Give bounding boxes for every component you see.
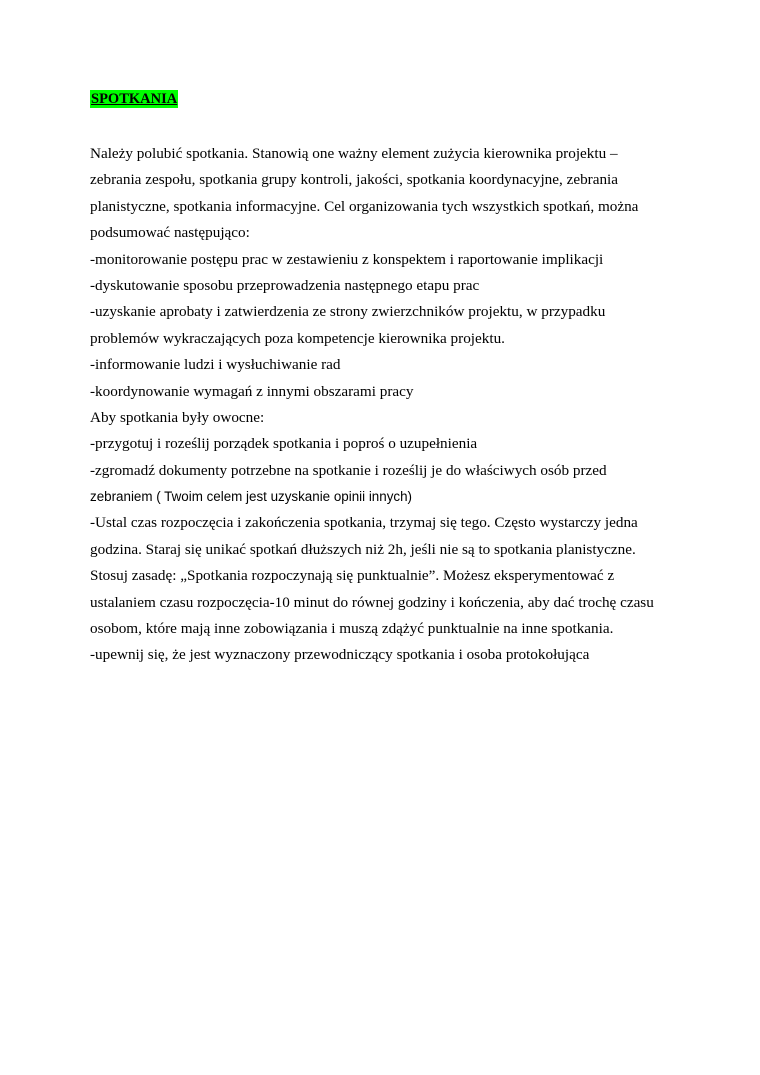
text-line: ustalaniem czasu rozpoczęcia-10 minut do równej godziny i kończenia, aby dać trochę czasu [90,593,654,611]
text-line: podsumować następująco: [90,224,250,242]
list-item: -zgromadź dokumenty potrzebne na spotkanie i roześlij je do właściwych osób przed [90,461,607,479]
text-line: zebraniem ( Twoim celem jest uzyskanie opinii innych) [90,489,413,505]
list-item: -informowanie ludzi i wysłuchiwanie rad [90,356,341,374]
list-item: -upewnij się, że jest wyznaczony przewodniczący spotkania i osoba protokołująca [90,646,590,664]
text-line: zebrania zespołu, spotkania grupy kontroli, jakości, spotkania koordynacyjne, zebrania [90,171,619,189]
text-line: Stosuj zasadę: „Spotkania rozpoczynają się punktualnie”. Możesz eksperymentować z [90,567,615,585]
text-line: planistyczne, spotkania informacyjne. Cel organizowania tych wszystkich spotkań, można [90,197,639,215]
text-line: problemów wykraczających poza kompetencje kierownika projektu. [90,329,505,347]
text-line: Aby spotkania były owocne: [90,408,265,426]
list-item: -uzyskanie aprobaty i zatwierdzenia ze strony zwierzchników projektu, w przypadku [90,303,606,321]
list-item: -monitorowanie postępu prac w zestawieniu z konspektem i raportowanie implikacji [90,250,604,268]
text-line: godzina. Staraj się unikać spotkań dłuższych niż 2h, jeśli nie są to spotkania planistyczne. [90,540,636,558]
body-text [90,141,690,669]
heading-spotkania: SPOTKANIA [91,91,178,107]
list-item: -dyskutowanie sposobu przeprowadzenia następnego etapu prac [90,276,480,294]
list-item: -przygotuj i roześlij porządek spotkania i poproś o uzupełnienia [90,435,478,453]
list-item: -Ustal czas rozpoczęcia i zakończenia spotkania, trzymaj się tego. Często wystarczy jedna [90,514,638,532]
list-item: -koordynowanie wymagań z innymi obszarami pracy [90,382,414,400]
text-line: Należy polubić spotkania. Stanowią one ważny element zużycia kierownika projektu – [90,145,618,162]
text-line: osobom, które mają inne zobowiązania i muszą zdążyć punktualnie na inne spotkania. [90,620,614,638]
